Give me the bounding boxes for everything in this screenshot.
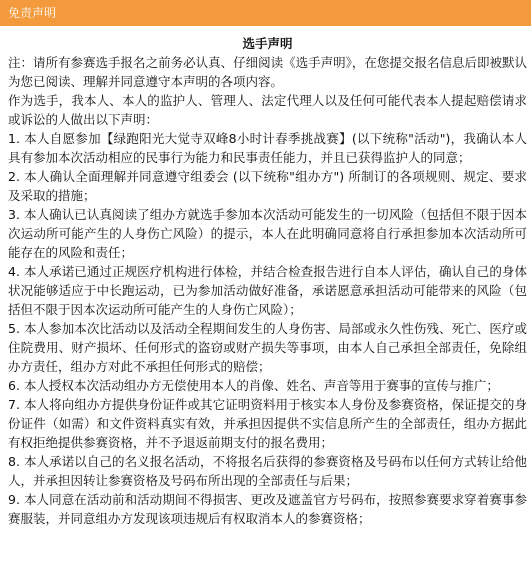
clause-item: 5. 本人参加本次比活动以及活动全程期间发生的人身伤害、局部或永久性伤残、死亡、医疗或住院费用、财产损坏、任何形式的盗窃或财产损失等事项，由本人自己承担全部责任，免除组办方责任，组办方对此不承担任何形式的赔偿； — [8, 321, 527, 374]
clause-item: 7. 本人将向组办方提供身份证件或其它证明资料用于核实本人身份及参赛资格，保证提交的身份证件（如需）和文件资料真实有效，并承担因提供不实信息所产生的全部责任，组办方据此有权拒绝提供参赛资格，并不予退返前期支付的报名费用； — [8, 397, 527, 450]
clause-item: 1. 本人自愿参加【绿跑阳光大觉寺双峰8小时计春季挑战赛】(以下统称"活动")，我确认本人具有参加本次活动相应的民事行为能力和民事责任能力，并且已获得监护人的同意； — [8, 131, 527, 165]
clause-item: 4. 本人承诺已通过正规医疗机构进行体检，并结合检查报告进行自本人评估，确认自己的身体状况能够适应于中长跑运动，已为参加活动做好准备，承诺愿意承担活动可能带来的风险（包括但不限于因本次运动所可能产生的人身伤亡风险）； — [8, 264, 527, 317]
clause-item: 3. 本人确认已认真阅读了组办方就选手参加本次活动可能发生的一切风险（包括但不限于因本次运动所可能产生的人身伤亡风险）的提示，本人在此明确同意将自行承担参加本次活动所可能存在的风险和责任； — [8, 207, 527, 260]
dialog-title: 免责声明 — [8, 6, 57, 20]
clause-item: 9. 本人同意在活动前和活动期间不得损害、更改及遮盖官方号码布，按照参赛要求穿着赛事参赛服装，并同意组办方发现该项违规后有权取消本人的参赛资格； — [8, 492, 527, 526]
document-title: 选手声明 — [242, 36, 293, 51]
clause-item: 2. 本人确认全面理解并同意遵守组委会 (以下统称"组办方") 所制订的各项规则、规定、要求及采取的措施； — [8, 169, 527, 203]
intro-statement: 作为选手，我本人、本人的监护人、管理人、法定代理人以及任何可能代表本人提起赔偿请求或诉讼的人做出以下声明： — [8, 93, 527, 127]
intro-note: 注：请所有参赛选手报名之前务必认真、仔细阅读《选手声明》，在您提交报名信息后即被默认为您已阅读、理解并同意遵守本声明的各项内容。 — [8, 55, 527, 89]
dialog-title-bar — [0, 0, 531, 26]
clause-item: 8. 本人承诺以自己的名义报名活动，不将报名后获得的参赛资格及号码布以任何方式转让给他人，并承担因转让参赛资格及号码布所出现的全部责任与后果； — [8, 454, 527, 488]
disclaimer-content[interactable] — [0, 26, 531, 573]
clause-item: 6. 本人授权本次活动组办方无偿使用本人的肖像、姓名、声音等用于赛事的宣传与推广； — [8, 378, 499, 393]
